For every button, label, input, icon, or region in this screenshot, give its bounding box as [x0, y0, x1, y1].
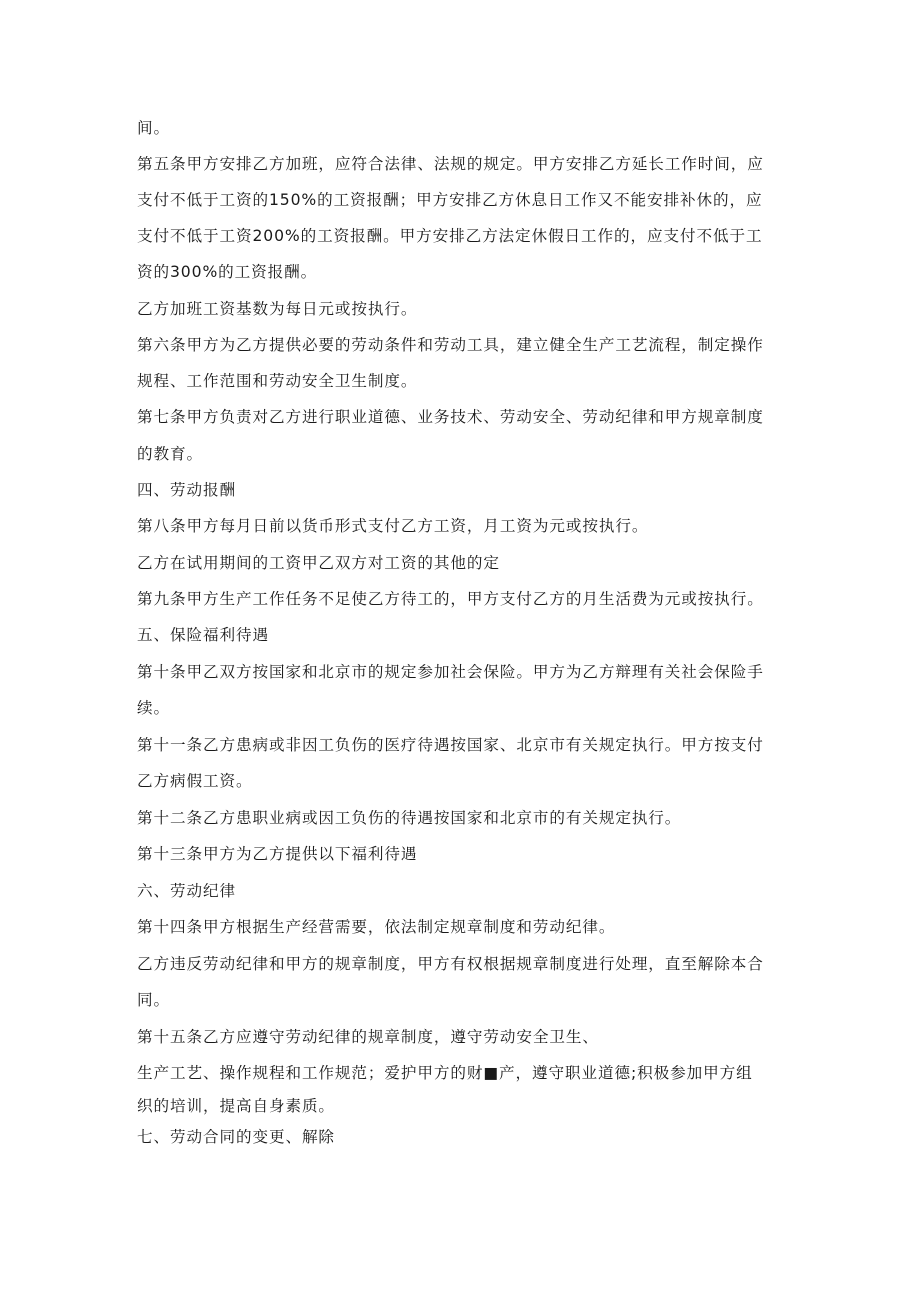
- text-line: 第十一条乙方患病或非因工负伤的医疗待遇按国家、北京市有关规定执行。甲方按支付: [137, 736, 764, 754]
- text-line: 第七条甲方负责对乙方进行职业道德、业务技术、劳动安全、劳动纪律和甲方规章制度: [137, 408, 764, 426]
- text-line: 第十二条乙方患职业病或因工负伤的待遇按国家和北京市的有关规定执行。: [137, 809, 682, 827]
- text-line: 织的培训，提高自身素质。: [137, 1097, 335, 1115]
- section-heading: 六、劳动纪律: [137, 882, 236, 900]
- text-line: 乙方违反劳动纪律和甲方的规章制度，甲方有权根据规章制度进行处理，直至解除本合: [137, 955, 764, 973]
- text-line: 同。: [137, 991, 170, 1009]
- text-line: 续。: [137, 699, 170, 717]
- text-line: 第十条甲乙双方按国家和北京市的规定参加社会保险。甲方为乙方辩理有关社会保险手: [137, 663, 764, 681]
- text-line: 生产工艺、操作规程和工作规范；爱护甲方的财■产，遵守职业道德;积极参加甲方组: [137, 1064, 753, 1082]
- text-line: 乙方病假工资。: [137, 772, 253, 790]
- text-line: 第六条甲方为乙方提供必要的劳动条件和劳动工具，建立健全生产工艺流程，制定操作: [137, 336, 764, 354]
- text-line: 乙方加班工资基数为每日元或按执行。: [137, 300, 418, 318]
- text-line: 规程、工作范围和劳动安全卫生制度。: [137, 372, 418, 390]
- text-line: 第九条甲方生产工作任务不足使乙方待工的，甲方支付乙方的月生活费为元或按执行。: [137, 590, 764, 608]
- text-line: 第十四条甲方根据生产经营需要，依法制定规章制度和劳动纪律。: [137, 918, 616, 936]
- section-heading: 七、劳动合同的变更、解除: [137, 1128, 335, 1146]
- text-line: 资的300%的工资报酬。: [137, 263, 318, 281]
- text-line: 第八条甲方每月日前以货币形式支付乙方工资，月工资为元或按执行。: [137, 517, 649, 535]
- text-line: 乙方在试用期间的工资甲乙双方对工资的其他的定: [137, 554, 500, 572]
- text-line: 间。: [137, 119, 170, 137]
- section-heading: 四、劳动报酬: [137, 481, 236, 499]
- text-line: 第五条甲方安排乙方加班，应符合法律、法规的规定。甲方安排乙方延长工作时间，应: [137, 155, 764, 173]
- section-heading: 五、保险福利待遇: [137, 626, 269, 644]
- text-line: 的教育。: [137, 445, 203, 463]
- text-line: 支付不低于工资的150%的工资报酬；甲方安排乙方休息日工作又不能安排补休的，应: [137, 191, 763, 209]
- text-line: 第十五条乙方应遵守劳动纪律的规章制度，遵守劳动安全卫生、: [137, 1028, 599, 1046]
- text-line: 支付不低于工资200%的工资报酬。甲方安排乙方法定休假日工作的，应支付不低于工: [137, 227, 763, 245]
- text-line: 第十三条甲方为乙方提供以下福利待遇: [137, 845, 418, 863]
